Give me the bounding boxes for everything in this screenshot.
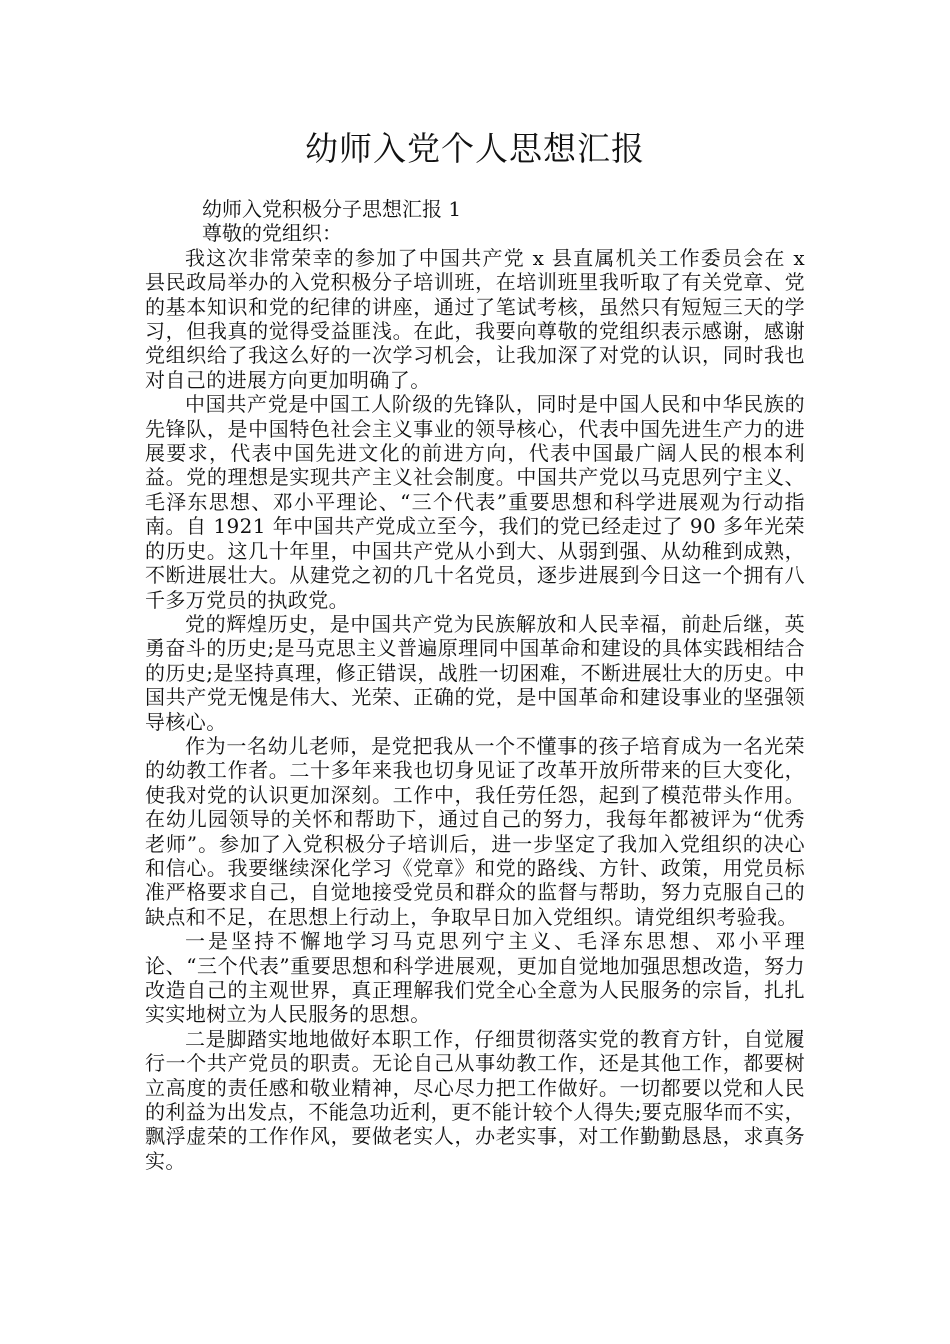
paragraph-2: 中国共产党是中国工人阶级的先锋队，同时是中国人民和中华民族的先锋队，是中国特色社会主义事业的领导核心，代表中国先进生产力的进展要求，代表中国先进文化的前进方向，代表中国最广阔人民的根本利益。党的理想是实现共产主义社会制度。中国共产党以马克思列宁主义、毛泽东思想、邓小平理论、“三个代表”重要思想和科学进展观为行动指南。自 1921 年中国共产党成立至今，我们的党已经走过了 90 多年光荣的历史。这几十年里，中国共产党从小到大、从弱到强、从幼稚到成熟，不断进展壮大。从建党之初的几十名党员，逐步进展到今日这一个拥有八千多万党员的执政党。	[145, 392, 805, 612]
paragraph-3: 党的辉煌历史，是中国共产党为民族解放和人民幸福，前赴后继，英勇奋斗的历史;是马克思主义普遍原理同中国革命和建设的具体实践相结合的历史;是坚持真理，修正错误，战胜一切困难，不断进展壮大的历史。中国共产党无愧是伟大、光荣、正确的党，是中国革命和建设事业的坚强领导核心。	[145, 611, 805, 734]
document-subtitle: 幼师入党积极分子思想汇报 1	[202, 197, 462, 221]
paragraph-5: 一是坚持不懈地学习马克思列宁主义、毛泽东思想、邓小平理论、“三个代表”重要思想和科学进展观，更加自觉地加强思想改造，努力改造自己的主观世界，真正理解我们党全心全意为人民服务的宗旨，扎扎实实地树立为人民服务的思想。	[145, 929, 805, 1027]
paragraph-1: 我这次非常荣幸的参加了中国共产党 x 县直属机关工作委员会在 x 县民政局举办的入党积极分子培训班，在培训班里我听取了有关党章、党的基本知识和党的纪律的讲座，通过了笔试考核，虽然只有短短三天的学习，但我真的觉得受益匪浅。在此，我要向尊敬的党组织表示感谢，感谢党组织给了我这么好的一次学习机会，让我加深了对党的认识，同时我也对自己的进展方向更加明确了。	[145, 245, 805, 392]
document-title: 幼师入党个人思想汇报	[305, 129, 645, 168]
salutation: 尊敬的党组织：	[202, 221, 342, 246]
paragraph-6: 二是脚踏实地地做好本职工作，仔细贯彻落实党的教育方针，自觉履行一个共产党员的职责。无论自己从事幼教工作，还是其他工作，都要树立高度的责任感和敬业精神，尽心尽力把工作做好。一切都要以党和人民的利益为出发点，不能急功近利，更不能计较个人得失;要克服华而不实，飘浮虚荣的工作作风，要做老实人，办老实事，对工作勤勤恳恳，求真务实。	[145, 1026, 805, 1173]
paragraph-4: 作为一名幼儿老师，是党把我从一个不懂事的孩子培育成为一名光荣的幼教工作者。二十多年来我也切身见证了改革开放所带来的巨大变化，使我对党的认识更加深刻。工作中，我任劳任怨，起到了模范带头作用。在幼儿园领导的关怀和帮助下，通过自己的努力，我每年都被评为“优秀老师”。参加了入党积极分子培训后，进一步坚定了我加入党组织的决心和信心。我要继续深化学习《党章》和党的路线、方针、政策，用党员标准严格要求自己，自觉地接受党员和群众的监督与帮助，努力克服自己的缺点和不足，在思想上行动上，争取早日加入党组织。请党组织考验我。	[145, 733, 805, 929]
document-body	[145, 197, 805, 1173]
